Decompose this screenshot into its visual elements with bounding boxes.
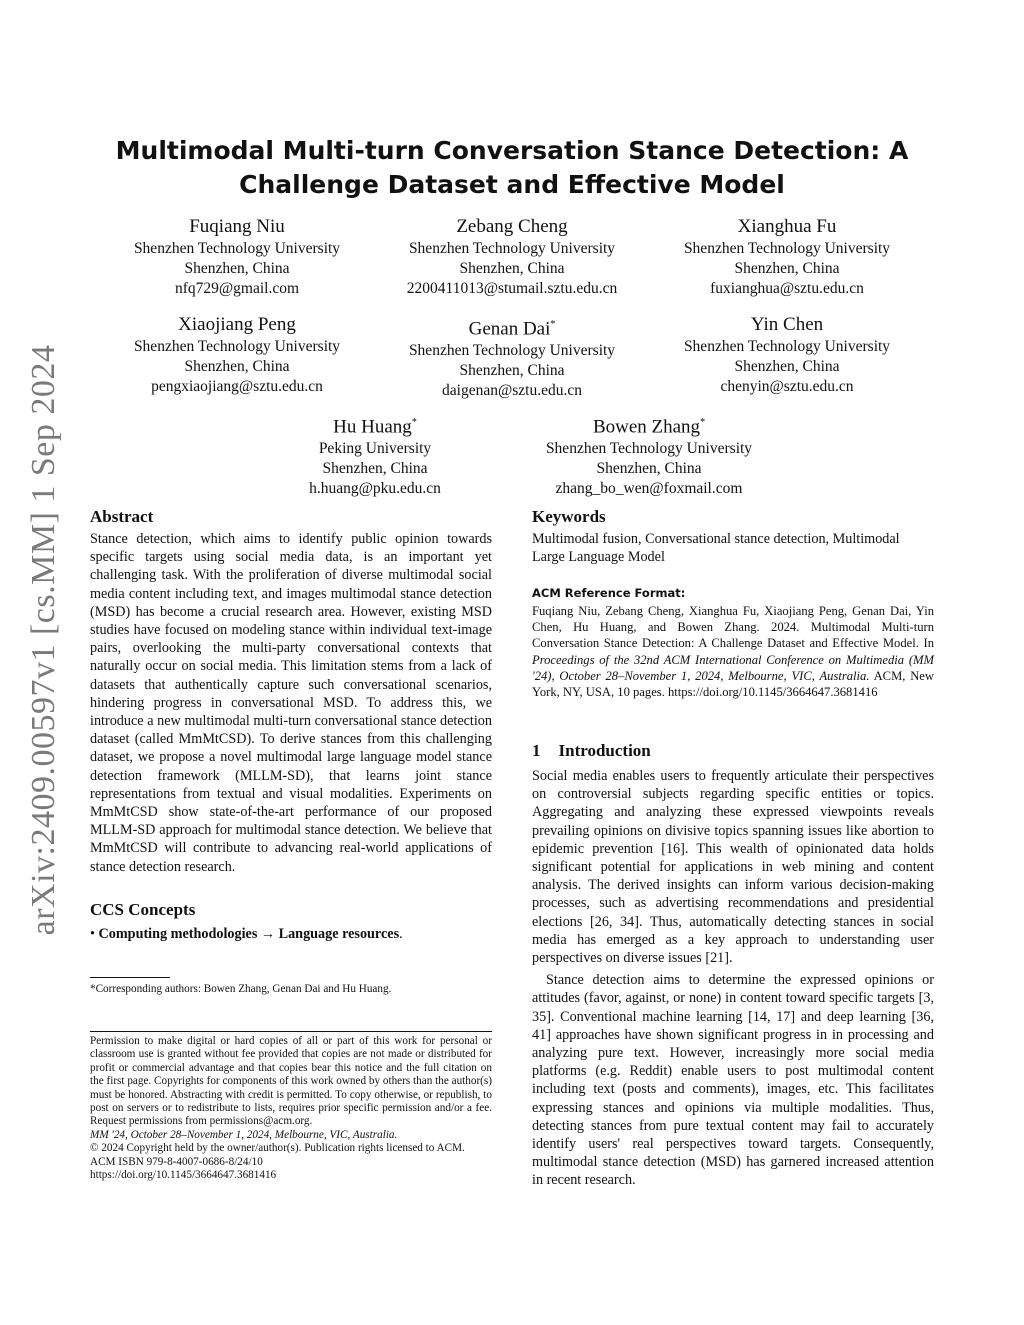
author-block [519,411,779,499]
arxiv-identifier: arXiv:2409.00597v1 [cs.MM] 1 Sep 2024 [25,344,62,936]
author-name: Xianghua Fu [737,216,837,237]
author-affiliation: Shenzhen Technology University [545,440,753,458]
author-block [657,313,917,397]
author-block [107,215,367,299]
keywords-heading: Keywords [532,507,606,526]
ccs-period: . [399,926,403,942]
ccs-heading: CCS Concepts [90,900,196,919]
corresponding-mark: * [700,417,706,428]
doi-link[interactable]: https://doi.org/10.1145/3664647.3681416 [90,1169,277,1182]
author-affiliation: Shenzhen Technology University [133,240,341,257]
author-affiliation: Shenzhen Technology University [683,240,891,257]
introduction-body [532,767,934,1190]
author-location: Shenzhen, China [734,260,840,277]
ccs-bullet: • [90,926,95,942]
author-block [382,313,642,401]
abstract-text: Stance detection, which aims to identify public opinion towards specific targets using social media data, is an important yet challenging task. With the proliferation of diverse multimodal social media content including text, and images multimodal stance detection (MSD) has become a crucial research area. However, existing MSD studies have focused on modeling stance within individual text-image pairs, overlooking the multi-party conversational contexts that naturally occur on social media. This limitation stems from a lack of datasets that authentically capture such conversational scenarios, hindering progress in conversational MSD. To address this, we introduce a new multimodal multi-turn conversational stance detection dataset (called MmMtCSD). To derive stances from this challenging dataset, we propose a novel multimodal large language model stance detection framework (MLLM-SD), that learns joint stance representations from textual and visual modalities. Experiments on MmMtCSD show state-of-the-art performance of our proposed MLLM-SD approach for multimodal stance detection. We believe that MmMtCSD will contribute to advancing real-world applications of stance detection research. [90,531,492,875]
author-email: daigenan@sztu.edu.cn [442,382,582,400]
section-number: 1 [532,741,541,760]
author-name: Yin Chen [750,314,824,335]
conference-venue: MM '24, October 28–November 1, 2024, Melbourne, VIC, Australia. [90,1128,398,1141]
abstract-heading: Abstract [90,507,154,526]
copyright-notice: © 2024 Copyright held by the owner/author(s). Publication rights licensed to ACM. [90,1142,465,1155]
author-affiliation: Shenzhen Technology University [133,338,341,355]
ccs-concept: Computing methodologies → Language resources [98,926,400,942]
introduction-heading [532,741,651,761]
permission-rule [90,1031,492,1032]
author-location: Shenzhen, China [734,358,840,375]
author-name: Genan Dai* [468,318,556,340]
paper-title [100,134,924,202]
acm-reference-proceedings: Proceedings of the 32nd ACM International Conference on Multimedia (MM '24), October 28–November 1, 2024, Melbourne, VIC, Australia. [532,652,934,683]
acm-reference-authors-title: Fuqiang Niu, Zebang Cheng, Xianghua Fu, Xiaojiang Peng, Genan Dai, Yin Chen, Hu Huang, and Bowen Zhang. 2024. Multimodal Multi-turn Conversation Stance Detection: A Challenge Dataset and Effective Model. In [532,604,934,651]
keywords-text: Multimodal fusion, Conversational stance detection, Multimodal Large Language Model [532,531,900,566]
author-name: Xiaojiang Peng [178,314,296,335]
title-line-2: Challenge Dataset and Effective Model [239,170,785,199]
ccs-concepts [90,925,492,943]
author-email: fuxianghua@sztu.edu.cn [710,280,864,297]
author-block [382,215,642,299]
acm-reference-text [532,603,934,700]
isbn: ACM ISBN 979-8-4007-0686-8/24/10 [90,1155,263,1168]
author-location: Shenzhen, China [184,358,290,375]
permission-block [90,1035,492,1182]
acm-reference-heading: ACM Reference Format: [532,586,686,600]
author-location: Shenzhen, China [322,460,428,478]
author-block [107,313,367,397]
author-email: zhang_bo_wen@foxmail.com [555,480,743,498]
footnote-rule [90,977,170,978]
author-location: Shenzhen, China [184,260,290,277]
author-location: Shenzhen, China [459,260,565,277]
author-email: h.huang@pku.edu.cn [309,480,441,498]
author-affiliation: Peking University [318,440,432,458]
title-line-1: Multimodal Multi-turn Conversation Stance Detection: A [115,136,909,165]
author-name: Fuqiang Niu [189,216,285,237]
author-email: 2200411013@stumail.sztu.edu.cn [406,280,618,297]
author-affiliation: Shenzhen Technology University [408,240,616,257]
acm-reference-tail: ACM, New York, NY, USA, 10 pages. https://doi.org/10.1145/3664647.3681416 [532,668,934,700]
permission-text: Permission to make digital or hard copies of all or part of this work for personal or classroom use is granted without fee provided that copies are not made or distributed for profit or commercial advantage and that copies bear this notice and the full citation on the first page. Copyrights for components of this work owned by others than the author(s) must be honored. Abstracting with credit is permitted. To copy otherwise, or republish, to post on servers or to redistribute to lists, requires prior specific permission and/or a fee. Request permissions from permissions@acm.org. [90,1035,492,1128]
intro-paragraph-1: Social media enables users to frequently articulate their perspectives on controversial subjects regarding specific entities or topics. Aggregating and analyzing these expressed viewpoints reveals prevailing opinions on divisive topics spanning issues like abortion to epidemic prevention [16]. This wealth of opinionated data holds significant potential for applications in web mining and content analysis. The derived insights can inform various decision-making processes, such as advertising recommendations and presidential elections [26, 34]. Thus, automatically detecting stances in social media has emerged as a key approach to understanding user perspectives on diverse issues [21]. [532,768,934,967]
author-name: Hu Huang* [333,416,417,438]
author-affiliation: Shenzhen Technology University [683,338,891,355]
footnote: *Corresponding authors: Bowen Zhang, Genan Dai and Hu Huang. [90,983,392,995]
author-affiliation: Shenzhen Technology University [408,342,616,360]
corresponding-mark: * [411,417,417,428]
author-block [657,215,917,299]
author-email: pengxiaojiang@sztu.edu.cn [151,378,323,395]
intro-paragraph-2: Stance detection aims to determine the expressed opinions or attitudes (favor, against, or none) in content toward specific targets [3, 35]. Conventional machine learning [14, 17] and deep learning [36, 41] approaches have shown significant progress in in processing and analyzing pure text. However, increasingly more social media platforms (e.g. Reddit) enable users to post multimodal content including text (posts and comments), images, etc. This facilitates expressing stances and opinions via multiple modalities. Thus, detecting stances from pure textual content may fail to accurately identify users' real perspectives toward targets. Consequently, multimodal stance detection (MSD) has garnered increased attention in recent research. [532,972,934,1189]
author-email: nfq729@gmail.com [174,280,300,297]
corresponding-mark: * [550,319,556,330]
author-block [245,411,505,499]
author-name: Zebang Cheng [456,216,568,237]
author-location: Shenzhen, China [459,362,565,380]
author-name: Bowen Zhang* [592,416,706,438]
author-location: Shenzhen, China [596,460,702,478]
author-email: chenyin@sztu.edu.cn [720,378,854,395]
section-title: Introduction [558,741,651,760]
